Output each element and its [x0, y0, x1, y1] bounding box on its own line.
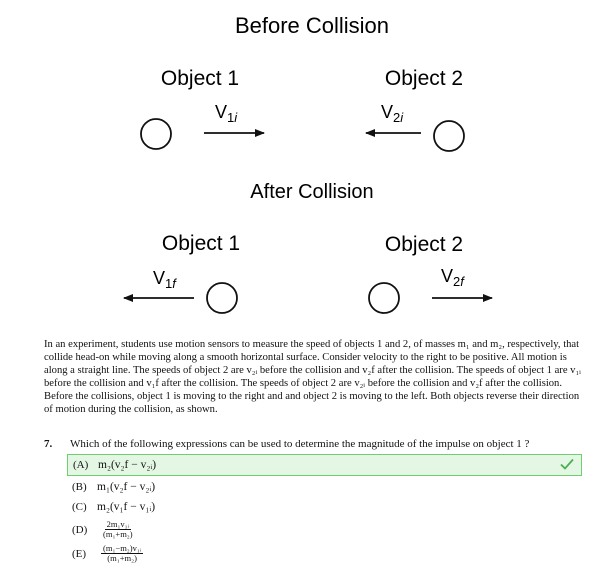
option-label: (C)	[72, 501, 87, 513]
option-fraction	[101, 544, 143, 563]
after-object-2-circle	[369, 283, 399, 313]
before-object-1-label: Object 1	[160, 67, 240, 90]
option-expression: m₂(v₁f − v₁ᵢ)	[97, 501, 156, 513]
option-label: (E)	[72, 547, 87, 560]
after-collision-title: After Collision	[250, 181, 374, 203]
check-icon	[559, 456, 575, 472]
v2f-label: $V_{2f}$	[441, 266, 464, 289]
option-label: (D)	[72, 523, 88, 536]
question-text: Which of the following expressions can be used to determine the magnitude of the impulse on object 1 ?	[70, 438, 530, 450]
option-fraction	[101, 520, 135, 539]
before-collision-title: Before Collision	[234, 13, 390, 38]
option-expression: m₂(v₂f − v₂ᵢ)	[98, 459, 157, 471]
option-label: (B)	[72, 481, 87, 493]
option-expression: m₁(v₂f − v₂ᵢ)	[97, 481, 156, 493]
fraction-denominator: (m₁+m₂)	[103, 529, 133, 539]
question-number: 7.	[44, 438, 53, 450]
option-a[interactable]	[67, 454, 582, 476]
after-object-2-label: Object 2	[384, 233, 464, 256]
after-object-1-label: Object 1	[161, 232, 241, 255]
option-b[interactable]	[72, 481, 155, 493]
after-object-1-circle	[207, 283, 237, 313]
before-object-2-circle	[434, 121, 464, 151]
option-label: (A)	[73, 459, 89, 471]
v1i-label: $V_{1i}$	[215, 102, 238, 125]
before-object-2-label: Object 2	[384, 67, 464, 90]
option-d[interactable]	[72, 520, 135, 539]
option-e[interactable]	[72, 544, 143, 563]
v2i-label: $V_{2i}$	[381, 102, 404, 125]
fraction-numerator: 2m₁v₁ᵢ	[106, 519, 130, 529]
fraction-denominator: (m₁+m₂)	[107, 553, 137, 563]
problem-passage: In an experiment, students use motion sensors to measure the speed of objects 1 and 2, of masses m₁ and m₂, respectively, that collide head-on while moving along a smooth horizontal surface. Consider velocity to the right to be positive. All motion is along a straight line. The speeds of object 2 are v₂ᵢ before the collision and v₂f after the collision. The speeds of object 1 are v₁ᵢ before the collision and v₁f after the collision. The speeds of object 2 are v₂ᵢ before the collision and v₂f after the collision. Before the collisions, object 1 is moving to the right and and object 2 is moving to the left. Both objects reverse their direction of motion during the collision, as shown.	[44, 339, 581, 415]
v1f-label: $V_{1f}$	[153, 268, 176, 291]
option-c[interactable]	[72, 501, 155, 513]
fraction-numerator: (m₁−m₂)v₁ᵢ	[103, 543, 142, 553]
before-object-1-circle	[141, 119, 171, 149]
